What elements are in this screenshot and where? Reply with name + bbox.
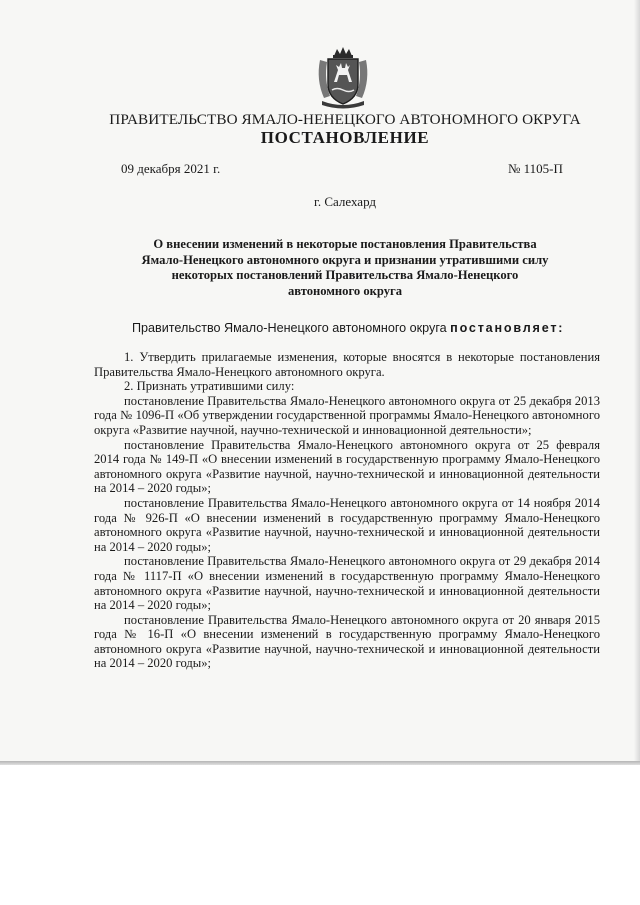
paragraph-resolution: постановление Правительства Ямало-Ненецкого автономного округа от 20 января 2015 года № 16-П «О внесении изменений в государственную программу Ямало-Ненецкого автономного округа «Развитие научной, научно-технической и инновационной деятельности на 2014 – 2020 годы»;: [94, 612, 600, 671]
document-heading: [95, 237, 595, 299]
scan-shadow: [634, 0, 640, 763]
preamble: [132, 321, 564, 335]
paragraph-resolution: постановление Правительства Ямало-Ненецкого автономного округа от 14 ноября 2014 года № 926-П «О внесении изменений в государственную программу Ямало-Ненецкого автономного округа «Развитие научной, научно-технической и инновационной деятельности на 2014 – 2020 годы»;: [94, 495, 600, 554]
paragraph-resolution: постановление Правительства Ямало-Ненецкого автономного округа от 25 декабря 2013 года № 1096-П «Об утверждении государственной программы Ямало-Ненецкого автономного округа «Развитие научной, научно-технической и инновационной деятельности»;: [94, 393, 600, 437]
document-body: [94, 350, 600, 671]
paragraph-resolution: постановление Правительства Ямало-Ненецкого автономного округа от 25 февраля 2014 года № 149-П «О внесении изменений в государственную программу Ямало-Ненецкого автономного округа «Развитие научной, научно-технической и инновационной деятельности на 2014 – 2020 годы»;: [94, 437, 600, 496]
document-date: 09 декабря 2021 г.: [121, 161, 221, 176]
paragraph-resolution: постановление Правительства Ямало-Ненецкого автономного округа от 29 декабря 2014 года № 1117-П «О внесении изменений в государственную программу Ямало-Ненецкого автономного округа «Развитие научной, научно-технической и инновационной деятельности на 2014 – 2020 годы»;: [94, 554, 600, 613]
preamble-verb: постановляет:: [450, 321, 565, 335]
heading-line: автономного округа: [287, 283, 403, 298]
document-number: № 1105-П: [508, 161, 563, 176]
heading-line: О внесении изменений в некоторые постановления Правительства: [153, 237, 537, 251]
government-name: ПРАВИТЕЛЬСТВО ЯМАЛО-НЕНЕЦКОГО АВТОНОМНОГО ОКРУГА: [109, 111, 581, 128]
heading-line: некоторых постановлений Правительства Ямало-Ненецкого: [171, 268, 519, 282]
heading-line: Ямало-Ненецкого автономного округа и признании утратившими силу: [141, 252, 549, 267]
paragraph-item-1: 1. Утвердить прилагаемые изменения, которые вносятся в некоторые постановления Правительства Ямало-Ненецкого автономного округа.: [94, 350, 600, 379]
coat-of-arms-icon: [314, 46, 372, 110]
preamble-text: Правительство Ямало-Ненецкого автономного округа: [132, 321, 447, 335]
page-edge: [0, 761, 640, 765]
document-city: г. Салехард: [313, 194, 377, 209]
document-type: ПОСТАНОВЛЕНИЕ: [260, 128, 430, 147]
paragraph-item-2: 2. Признать утратившими силу:: [124, 379, 295, 394]
